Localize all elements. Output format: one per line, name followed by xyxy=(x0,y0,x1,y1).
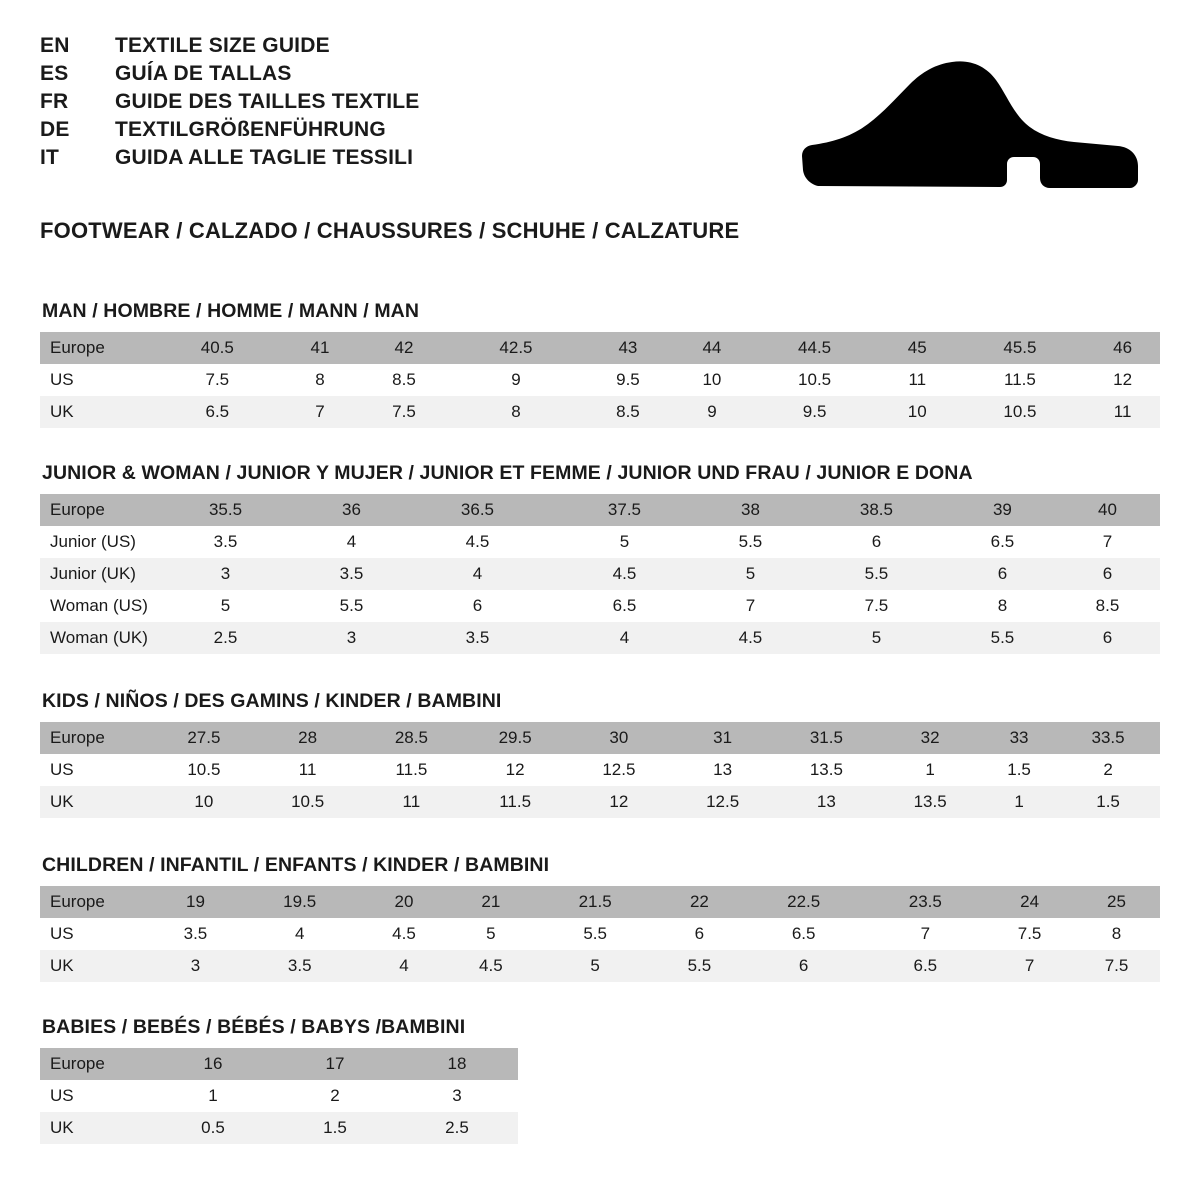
cell: 3 xyxy=(152,950,239,982)
language-row xyxy=(40,90,419,114)
language-code: IT xyxy=(40,146,60,169)
cell: 6.5 xyxy=(864,950,986,982)
cell: 8 xyxy=(950,590,1055,622)
cell: 17 xyxy=(274,1048,396,1080)
section-title-man: MAN / HOMBRE / HOMME / MANN / MAN xyxy=(42,300,420,322)
cell: 3.5 xyxy=(404,622,551,654)
cell: 4 xyxy=(299,526,404,558)
cell: 44 xyxy=(675,332,750,364)
row-label: US xyxy=(40,1080,152,1112)
cell: 13.5 xyxy=(775,754,879,786)
row-label: Woman (US) xyxy=(40,590,152,622)
cell: 3 xyxy=(152,558,299,590)
table-row xyxy=(40,590,1160,622)
cell: 1 xyxy=(982,786,1056,818)
cell: 8 xyxy=(1073,918,1160,950)
cell: 32 xyxy=(878,722,982,754)
cell: 38.5 xyxy=(803,494,950,526)
table-row xyxy=(40,1112,518,1144)
section-kids xyxy=(40,690,1160,818)
cell: 3 xyxy=(396,1080,518,1112)
cell: 6.5 xyxy=(551,590,698,622)
cell: 7 xyxy=(698,590,803,622)
cell: 23.5 xyxy=(864,886,986,918)
cell: 6 xyxy=(1055,558,1160,590)
table-row xyxy=(40,722,1160,754)
cell: 10.5 xyxy=(152,754,256,786)
size-table-babies xyxy=(40,1048,518,1144)
cell: 4 xyxy=(404,558,551,590)
section-title-junior-woman: JUNIOR & WOMAN / JUNIOR Y MUJER / JUNIOR ET FEMME / JUNIOR UND FRAU / JUNIOR E DONA xyxy=(42,462,973,484)
cell: 1.5 xyxy=(1056,786,1160,818)
cell: 4.5 xyxy=(447,950,534,982)
section-title-kids: KIDS / NIÑOS / DES GAMINS / KINDER / BAMBINI xyxy=(42,690,502,712)
cell: 24 xyxy=(986,886,1073,918)
cell: 11 xyxy=(1085,396,1160,428)
table-row xyxy=(40,396,1160,428)
cell: 5 xyxy=(447,918,534,950)
cell: 12.5 xyxy=(567,754,671,786)
size-table-kids xyxy=(40,722,1160,818)
cell: 3.5 xyxy=(239,950,361,982)
cell: 3.5 xyxy=(299,558,404,590)
cell: 19 xyxy=(152,886,239,918)
table-row xyxy=(40,558,1160,590)
row-label: UK xyxy=(40,950,152,982)
section-man xyxy=(40,300,1160,428)
cell: 12 xyxy=(463,754,567,786)
cell: 1 xyxy=(152,1080,274,1112)
footwear-subtitle: FOOTWEAR / CALZADO / CHAUSSURES / SCHUHE / CALZATURE xyxy=(40,218,740,243)
cell: 42 xyxy=(357,332,450,364)
cell: 10.5 xyxy=(749,364,880,396)
shoe-illustration xyxy=(780,34,1160,190)
language-title-list xyxy=(40,34,419,174)
cell: 5.5 xyxy=(698,526,803,558)
cell: 0.5 xyxy=(152,1112,274,1144)
cell: 2.5 xyxy=(396,1112,518,1144)
cell: 10 xyxy=(152,786,256,818)
table-row xyxy=(40,622,1160,654)
cell: 5.5 xyxy=(534,918,656,950)
cell: 30 xyxy=(567,722,671,754)
cell: 40.5 xyxy=(152,332,283,364)
cell: 11 xyxy=(880,364,955,396)
cell: 4 xyxy=(239,918,361,950)
cell: 5 xyxy=(551,526,698,558)
cell: 5 xyxy=(698,558,803,590)
row-label: US xyxy=(40,364,152,396)
cell: 29.5 xyxy=(463,722,567,754)
cell: 6 xyxy=(743,950,865,982)
cell: 13 xyxy=(775,786,879,818)
cell: 21.5 xyxy=(534,886,656,918)
cell: 9.5 xyxy=(749,396,880,428)
table-row xyxy=(40,786,1160,818)
section-title-children: CHILDREN / INFANTIL / ENFANTS / KINDER / BAMBINI xyxy=(42,854,550,876)
cell: 4.5 xyxy=(551,558,698,590)
language-code: EN xyxy=(40,34,70,57)
cell: 11 xyxy=(360,786,464,818)
cell: 7.5 xyxy=(803,590,950,622)
table-row xyxy=(40,950,1160,982)
cell: 10 xyxy=(880,396,955,428)
cell: 4 xyxy=(361,950,448,982)
language-title: TEXTILGRÖßENFÜHRUNG xyxy=(115,118,386,141)
language-row xyxy=(40,146,419,170)
language-row xyxy=(40,118,419,142)
language-code: FR xyxy=(40,90,69,113)
cell: 5.5 xyxy=(656,950,743,982)
cell: 12 xyxy=(1085,364,1160,396)
cell: 11.5 xyxy=(955,364,1086,396)
cell: 9.5 xyxy=(581,364,674,396)
table-row xyxy=(40,886,1160,918)
section-title-babies: BABIES / BEBÉS / BÉBÉS / BABYS /BAMBINI xyxy=(42,1016,466,1038)
cell: 5.5 xyxy=(299,590,404,622)
cell: 5.5 xyxy=(950,622,1055,654)
cell: 11.5 xyxy=(360,754,464,786)
cell: 7 xyxy=(283,396,358,428)
cell: 41 xyxy=(283,332,358,364)
row-label: Woman (UK) xyxy=(40,622,152,654)
language-row xyxy=(40,62,419,86)
cell: 6 xyxy=(656,918,743,950)
cell: 16 xyxy=(152,1048,274,1080)
cell: 4.5 xyxy=(698,622,803,654)
table-row xyxy=(40,332,1160,364)
cell: 21 xyxy=(447,886,534,918)
table-row xyxy=(40,1080,518,1112)
cell: 45.5 xyxy=(955,332,1086,364)
table-row xyxy=(40,526,1160,558)
row-label: Europe xyxy=(40,332,152,364)
cell: 4.5 xyxy=(361,918,448,950)
cell: 13 xyxy=(671,754,775,786)
row-label: Europe xyxy=(40,494,152,526)
cell: 1 xyxy=(878,754,982,786)
cell: 1.5 xyxy=(274,1112,396,1144)
cell: 5 xyxy=(803,622,950,654)
section-junior-woman xyxy=(40,462,1160,654)
cell: 42.5 xyxy=(451,332,582,364)
cell: 7.5 xyxy=(357,396,450,428)
cell: 6.5 xyxy=(743,918,865,950)
row-label: Europe xyxy=(40,722,152,754)
cell: 5 xyxy=(534,950,656,982)
table-row xyxy=(40,754,1160,786)
cell: 8 xyxy=(451,396,582,428)
cell: 31.5 xyxy=(775,722,879,754)
row-label: Europe xyxy=(40,886,152,918)
cell: 10 xyxy=(675,364,750,396)
table-row xyxy=(40,918,1160,950)
cell: 13.5 xyxy=(878,786,982,818)
cell: 33.5 xyxy=(1056,722,1160,754)
cell: 6 xyxy=(950,558,1055,590)
cell: 5 xyxy=(152,590,299,622)
cell: 8.5 xyxy=(581,396,674,428)
cell: 31 xyxy=(671,722,775,754)
cell: 37.5 xyxy=(551,494,698,526)
language-title: GUIDE DES TAILLES TEXTILE xyxy=(115,90,420,113)
size-table-man xyxy=(40,332,1160,428)
cell: 12 xyxy=(567,786,671,818)
cell: 36 xyxy=(299,494,404,526)
row-label: UK xyxy=(40,1112,152,1144)
row-label: US xyxy=(40,754,152,786)
cell: 6 xyxy=(803,526,950,558)
cell: 9 xyxy=(675,396,750,428)
cell: 44.5 xyxy=(749,332,880,364)
cell: 4 xyxy=(551,622,698,654)
language-row xyxy=(40,34,419,58)
section-babies xyxy=(40,1016,1160,1144)
cell: 18 xyxy=(396,1048,518,1080)
cell: 27.5 xyxy=(152,722,256,754)
cell: 3 xyxy=(299,622,404,654)
cell: 28.5 xyxy=(360,722,464,754)
language-title: GUIDA ALLE TAGLIE TESSILI xyxy=(115,146,414,169)
cell: 39 xyxy=(950,494,1055,526)
cell: 7 xyxy=(864,918,986,950)
language-title: GUÍA DE TALLAS xyxy=(115,62,292,85)
cell: 6 xyxy=(1055,622,1160,654)
language-code: DE xyxy=(40,118,70,141)
cell: 40 xyxy=(1055,494,1160,526)
cell: 38 xyxy=(698,494,803,526)
cell: 7.5 xyxy=(986,918,1073,950)
cell: 19.5 xyxy=(239,886,361,918)
cell: 33 xyxy=(982,722,1056,754)
page-header xyxy=(40,34,1160,190)
row-label: Junior (US) xyxy=(40,526,152,558)
cell: 7 xyxy=(986,950,1073,982)
language-title: TEXTILE SIZE GUIDE xyxy=(115,34,330,57)
cell: 25 xyxy=(1073,886,1160,918)
cell: 6.5 xyxy=(152,396,283,428)
cell: 8.5 xyxy=(357,364,450,396)
row-label: Europe xyxy=(40,1048,152,1080)
cell: 1.5 xyxy=(982,754,1056,786)
cell: 10.5 xyxy=(256,786,360,818)
cell: 7.5 xyxy=(1073,950,1160,982)
cell: 6.5 xyxy=(950,526,1055,558)
cell: 2 xyxy=(274,1080,396,1112)
row-label: Junior (UK) xyxy=(40,558,152,590)
cell: 35.5 xyxy=(152,494,299,526)
cell: 43 xyxy=(581,332,674,364)
cell: 22.5 xyxy=(743,886,865,918)
cell: 8 xyxy=(283,364,358,396)
table-row xyxy=(40,1048,518,1080)
cell: 10.5 xyxy=(955,396,1086,428)
cell: 2.5 xyxy=(152,622,299,654)
cell: 5.5 xyxy=(803,558,950,590)
cell: 20 xyxy=(361,886,448,918)
row-label: UK xyxy=(40,786,152,818)
table-row xyxy=(40,494,1160,526)
table-row xyxy=(40,364,1160,396)
language-code: ES xyxy=(40,62,69,85)
row-label: UK xyxy=(40,396,152,428)
cell: 2 xyxy=(1056,754,1160,786)
size-table-junior-woman xyxy=(40,494,1160,654)
cell: 22 xyxy=(656,886,743,918)
cell: 4.5 xyxy=(404,526,551,558)
cell: 7 xyxy=(1055,526,1160,558)
cell: 46 xyxy=(1085,332,1160,364)
cell: 11 xyxy=(256,754,360,786)
cell: 3.5 xyxy=(152,526,299,558)
cell: 8.5 xyxy=(1055,590,1160,622)
cell: 36.5 xyxy=(404,494,551,526)
row-label: US xyxy=(40,918,152,950)
cell: 9 xyxy=(451,364,582,396)
size-table-children xyxy=(40,886,1160,982)
cell: 7.5 xyxy=(152,364,283,396)
cell: 28 xyxy=(256,722,360,754)
cell: 45 xyxy=(880,332,955,364)
cell: 3.5 xyxy=(152,918,239,950)
cell: 6 xyxy=(404,590,551,622)
cell: 12.5 xyxy=(671,786,775,818)
cell: 11.5 xyxy=(463,786,567,818)
section-children xyxy=(40,854,1160,982)
